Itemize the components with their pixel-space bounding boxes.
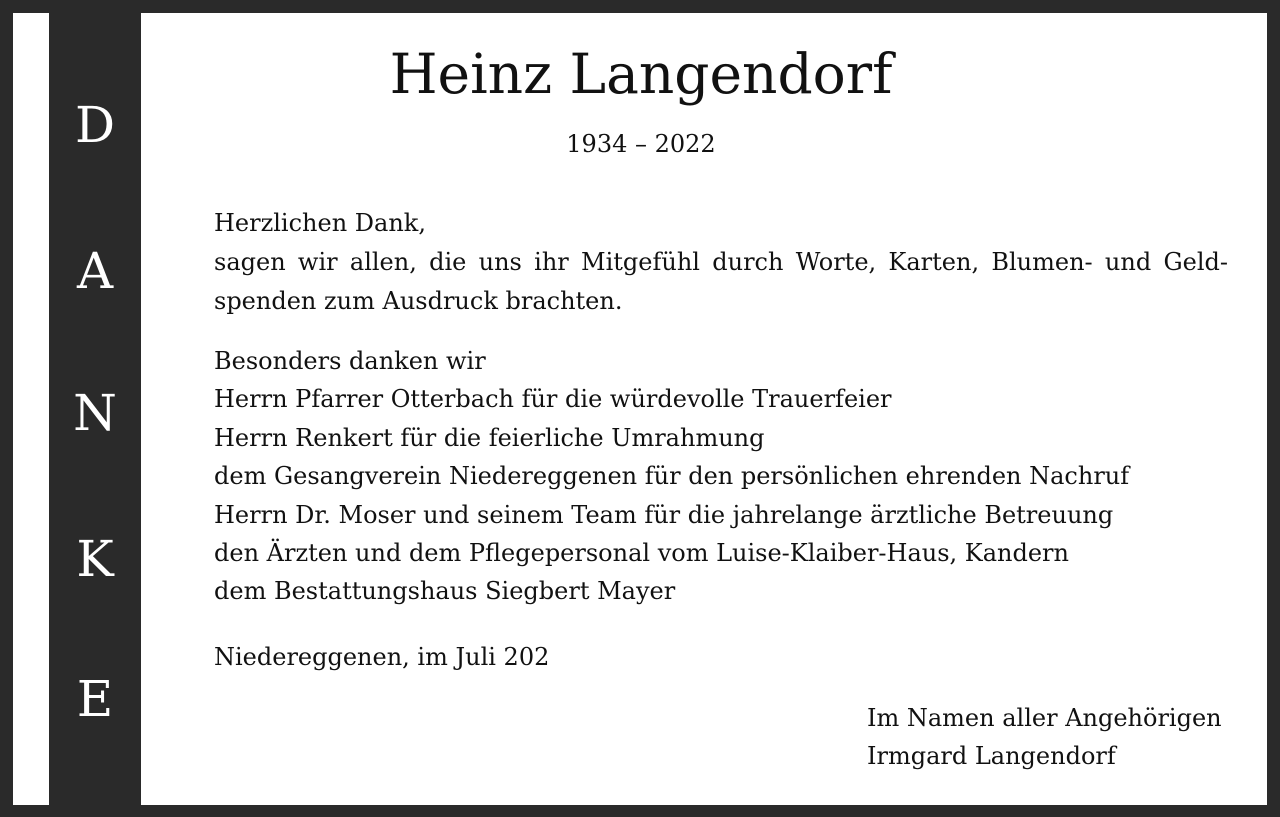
thanks-item: den Ärzten und dem Pflegepersonal vom Luise-Klaiber-Haus, Kandern bbox=[214, 539, 1069, 567]
notice-content bbox=[141, 13, 1267, 805]
place-date: Niedereggenen, im Juli 202 bbox=[214, 643, 550, 671]
side-letter-k: K bbox=[76, 530, 114, 588]
intro-line-1: Herzlichen Dank, bbox=[214, 209, 426, 237]
thanks-item: Herrn Renkert für die feierliche Umrahmung bbox=[214, 424, 765, 452]
signature-name: Irmgard Langendorf bbox=[867, 742, 1116, 770]
life-dates: 1934 – 2022 bbox=[566, 130, 716, 158]
thanks-item: dem Bestattungshaus Siegbert Mayer bbox=[214, 577, 676, 605]
thanks-item: Herrn Pfarrer Otterbach für die würdevolle Trauerfeier bbox=[214, 385, 892, 413]
thanks-item: Herrn Dr. Moser und seinem Team für die jahrelange ärztliche Betreuung bbox=[214, 501, 1114, 529]
side-letter-n: N bbox=[73, 384, 117, 442]
signature-line-1: Im Namen aller Angehörigen bbox=[867, 704, 1222, 732]
side-letter-a: A bbox=[76, 242, 114, 300]
side-letter-e: E bbox=[76, 670, 114, 728]
side-letter-d: D bbox=[74, 96, 116, 154]
danke-side-band bbox=[49, 13, 141, 805]
deceased-name: Heinz Langendorf bbox=[389, 42, 893, 106]
thanks-heading: Besonders danken wir bbox=[214, 347, 486, 375]
thanks-item: dem Gesangverein Niedereggenen für den persönlichen ehrenden Nachruf bbox=[214, 462, 1130, 490]
intro-line-2: sagen wir allen, die uns ihr Mitgefühl durch Worte, Karten, Blumen- und Geld- bbox=[214, 248, 1228, 276]
intro-line-3: spenden zum Ausdruck brachten. bbox=[214, 287, 623, 315]
left-white-strip bbox=[13, 13, 49, 805]
